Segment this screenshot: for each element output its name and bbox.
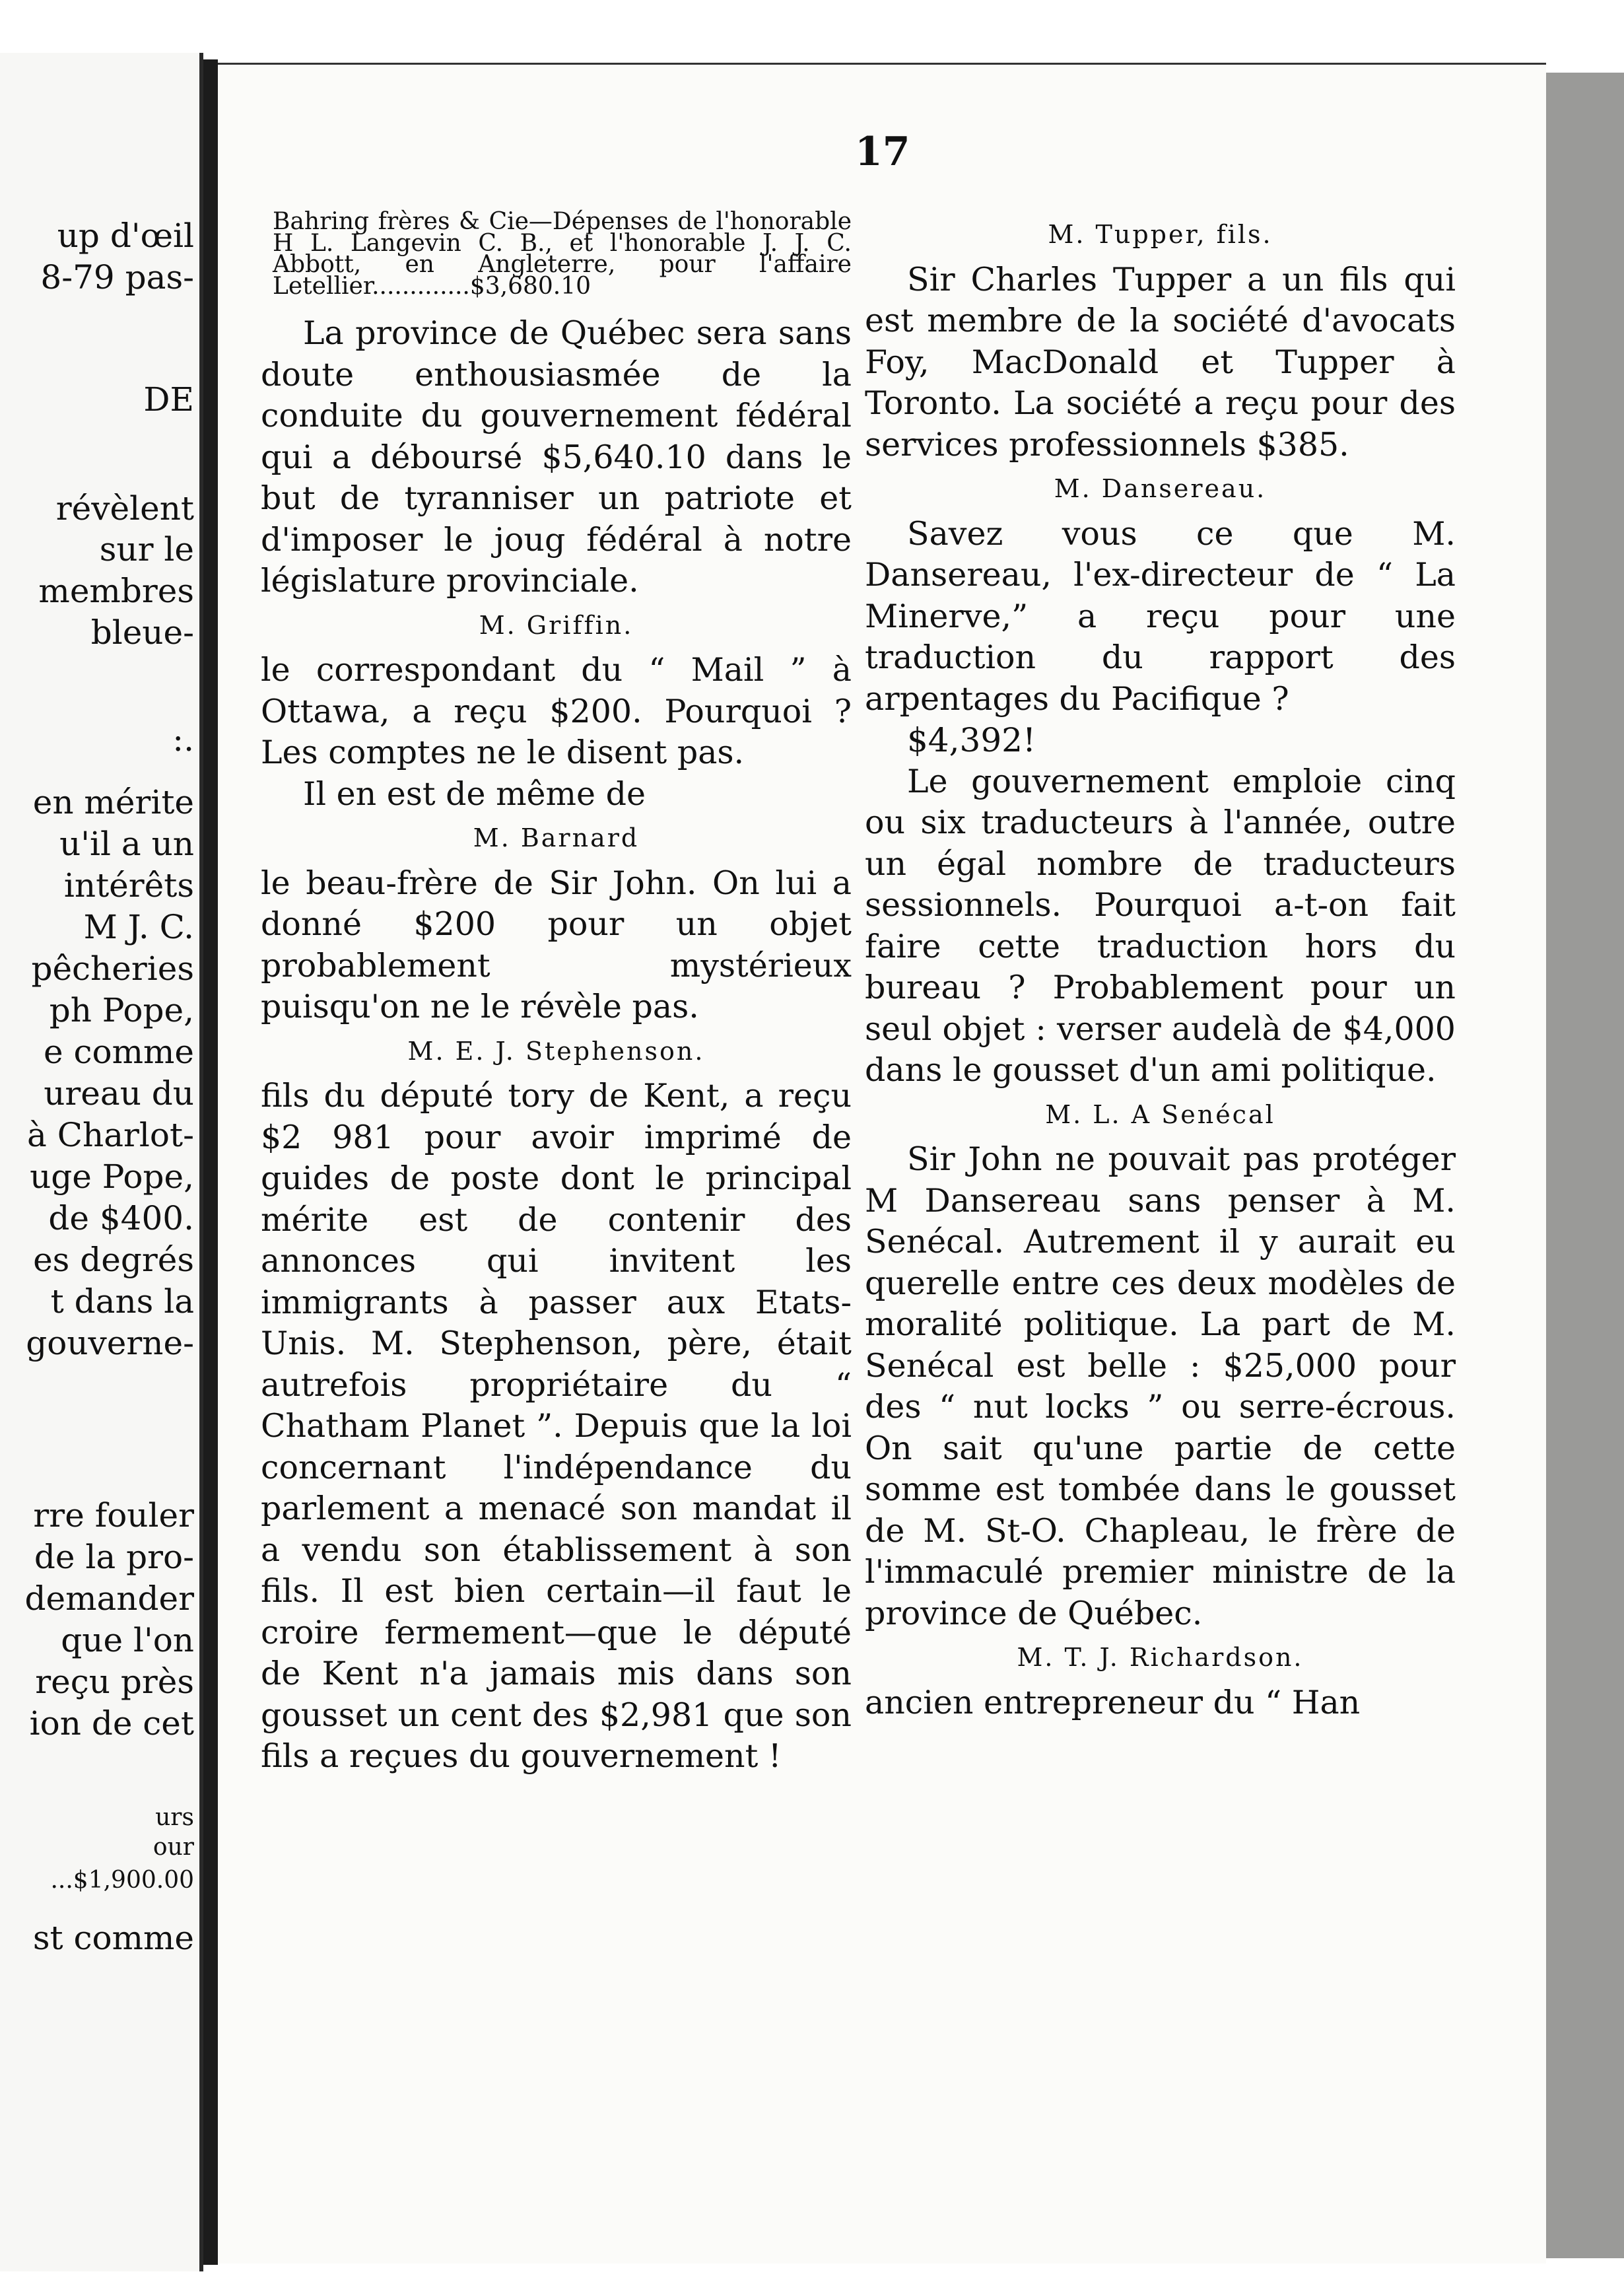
paragraph: Sir Charles Tupper a un fils qui est membre de la société d'avocats Foy, MacDonald et Tupper à Toronto. La société a reçu pour des services professionnels $385. (865, 260, 1456, 464)
amount: $4,392! (907, 721, 1036, 759)
section-heading-griffin: M. Griffin. (479, 610, 634, 640)
fragment-line: que l'on (61, 1621, 194, 1659)
fragment-line: demander (24, 1579, 194, 1618)
paragraph: Sir John ne pouvait pas protéger M Dansereau sans penser à M. Senécal. Autrement il y aurait eu querelle entre ces deux modèles de moralité politique. La part de M. Senécal est belle : $25,000 pour des “ nut locks ” ou serre-écrous. On sait qu'une partie de cette somme est tombée dans le gousset de M. St-O. Chapleau, le frère de l'immaculé premier ministre de la province de Québec. (865, 1140, 1456, 1632)
fragment-line: our (152, 1834, 194, 1861)
fragment-line: ph Pope, (49, 991, 194, 1029)
expense-note: Bahring frères & Cie—Dépenses de l'honorable H L. Langevin C. B., et l'honorable J. J. C. Abbott, en Angleterre, pour l'affaire Letellier.............$3,680.10 (273, 208, 852, 300)
paragraph: le beau-frère de Sir John. On lui a donné $200 pour un objet probablement mystérieux puisqu'on ne le révèle pas. (261, 864, 852, 1025)
left-column (261, 208, 852, 1778)
facing-page-fragment (0, 53, 203, 2271)
page-number: 17 (855, 129, 910, 175)
fragment-line: urs (155, 1804, 194, 1831)
fragment-line: ion de cet (29, 1704, 194, 1743)
paragraph: Le gouvernement emploie cinq ou six traducteurs à l'année, outre un égal nombre de traducteurs sessionnels. Pourquoi a-t-on fait faire cette traduction hors du bureau ? Probablement pour un seul objet : verser audelà de $4,000 dans le gousset d'un ami politique. (865, 762, 1456, 1089)
fragment-line: up d'œil (57, 217, 194, 255)
fragment-line: à Charlot- (27, 1116, 194, 1154)
fragment-line: M J. C. (83, 908, 194, 946)
fragment-line: de $400. (48, 1199, 194, 1237)
paragraph: ancien entrepreneur du “ Han (865, 1683, 1361, 1721)
fragment-line: e comme (43, 1033, 194, 1071)
paragraph: La province de Québec sera sans doute enthousiasmée de la conduite du gouvernement fédéral qui a déboursé $5,640.10 dans le but de tyranniser un patriote et d'imposer le joug fédéral à notre législature provinciale. (261, 314, 852, 600)
fragment-line: t dans la (50, 1282, 194, 1321)
fragment-line: uge Pope, (30, 1158, 194, 1196)
fragment-line: en mérite (32, 783, 194, 821)
fragment-line: révèlent (55, 489, 194, 528)
section-heading-senecal: M. L. A Senécal (1045, 1099, 1275, 1129)
right-column (865, 211, 1456, 1723)
section-heading-stephenson: M. E. J. Stephenson. (407, 1036, 705, 1066)
fragment-line: pêcheries (31, 950, 194, 988)
fragment-line: rre fouler (33, 1496, 194, 1535)
fragment-line: 8-79 pas- (40, 258, 194, 296)
fragment-line: st comme (32, 1919, 194, 1957)
fragment-line: u'il a un (59, 825, 194, 863)
section-heading-tupper: M. Tupper, fils. (1048, 220, 1273, 249)
section-heading-barnard: M. Barnard (473, 823, 640, 852)
paragraph: Savez vous ce que M. Dansereau, l'ex-directeur de “ La Minerve,” a reçu pour une traduction du rapport des arpentages du Pacifique ? (865, 514, 1456, 718)
fragment-line: bleue- (90, 613, 194, 652)
fragment-line: intérêts (63, 866, 194, 905)
fragment-line: sur le (99, 530, 194, 569)
fragment-line: ureau du (44, 1074, 194, 1113)
fragment-line: membres (38, 572, 194, 610)
section-heading-dansereau: M. Dansereau. (1054, 474, 1267, 503)
fragment-line: :. (172, 720, 194, 759)
paragraph: Il en est de même de (303, 775, 646, 813)
page-gutter (203, 59, 218, 2265)
paragraph: fils du député tory de Kent, a reçu $2 981 pour avoir imprimé de guides de poste dont le principal mérite est de contenir des annonces qui invitent les immigrants à passer aux Etats-Unis. M. Stephenson, père, était autrefois propriétaire du “ Chatham Planet ”. Depuis que la loi concernant l'indépendance du parlement a menacé son mandat il a vendu son établissement à son fils. Il est bien certain—il faut le croire fermement—que le député de Kent n'a jamais mis dans son gousset un cent des $2,981 que son fils a reçues du gouvernement ! (261, 1077, 852, 1775)
fragment-line: es degrés (33, 1241, 194, 1279)
page-edge-shadow (1546, 73, 1624, 2258)
fragment-line: gouverne- (26, 1324, 194, 1362)
fragment-line: de la pro- (34, 1538, 194, 1576)
fragment-line: reçu près (35, 1663, 194, 1701)
fragment-line: DE (143, 380, 194, 419)
section-heading-richardson: M. T. J. Richardson. (1017, 1643, 1304, 1672)
paragraph: le correspondant du “ Mail ” à Ottawa, a reçu $200. Pourquoi ? Les comptes ne le disent pas. (261, 651, 852, 771)
fragment-line: ...$1,900.00 (50, 1867, 194, 1894)
